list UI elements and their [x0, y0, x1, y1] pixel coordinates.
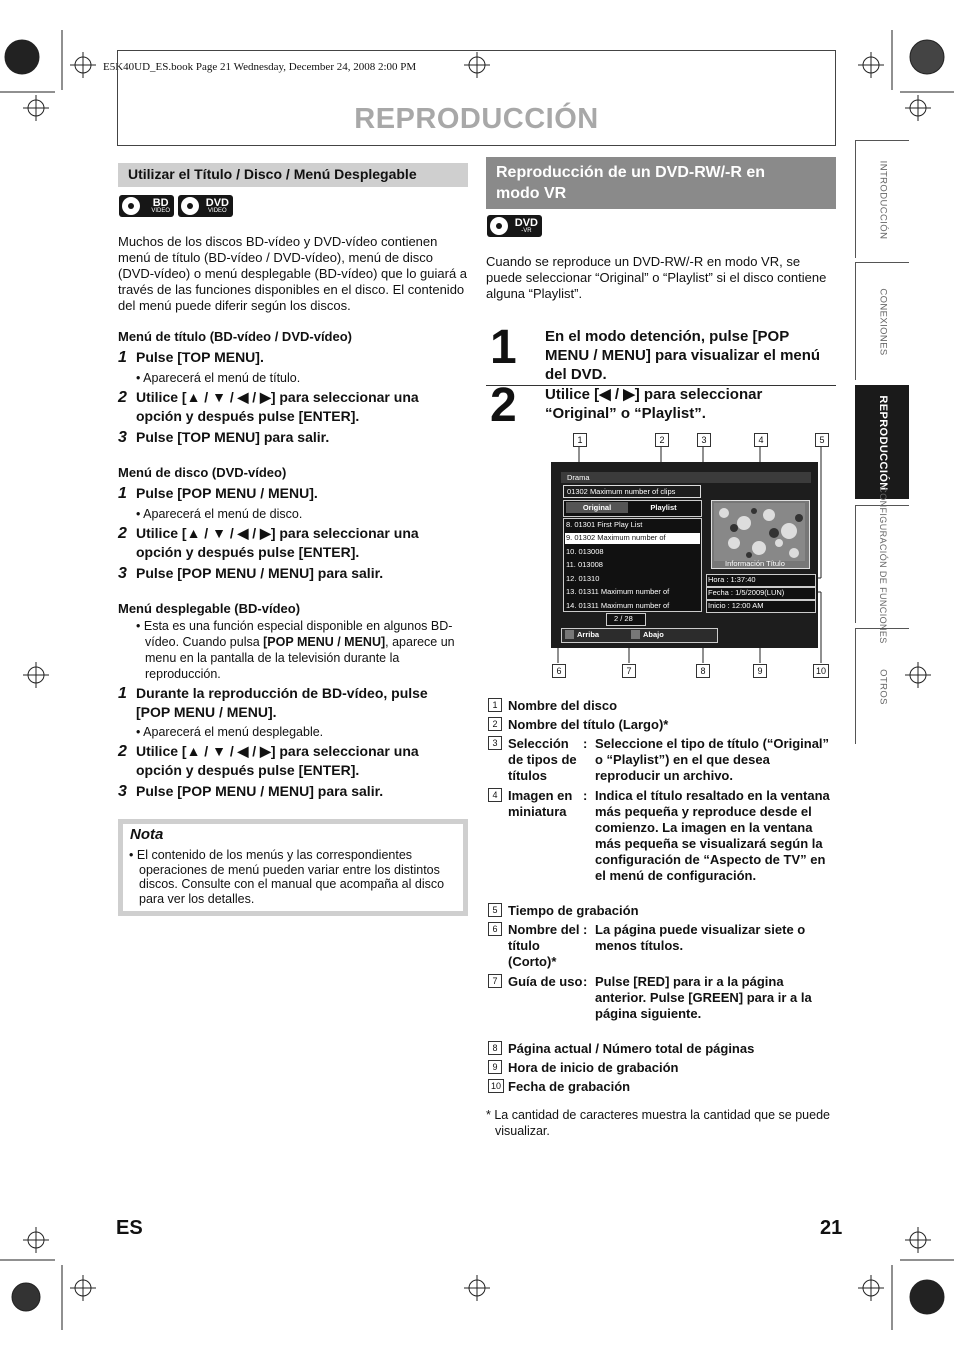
callout-4: 4	[754, 433, 768, 447]
page-number: 21	[820, 1217, 843, 1239]
callout-3: 3	[697, 433, 711, 447]
colon: :	[583, 922, 588, 937]
step-1-text: En el modo detención, pulse [POP MENU / MENU] para visualizar el menú del DVD.	[545, 328, 821, 383]
legend-desc: Pulse [RED] para ir a la página anterior. Pulse [GREEN] para ir a la página siguiente.	[595, 974, 812, 1021]
callout-1: 1	[573, 433, 587, 447]
left-section-heading: Utilizar el Título / Disco / Menú Desplegable	[118, 163, 468, 187]
legend-label: Guía de uso	[508, 974, 583, 989]
step-2: 2 Utilice [▲ / ▼ / ◀ / ▶] para seleccionar una opción y después pulse [ENTER].	[118, 525, 419, 560]
step-2: 2 Utilice [▲ / ▼ / ◀ / ▶] para seleccionar una opción y después pulse [ENTER].	[118, 389, 419, 424]
list-item[interactable]: 8. 01301 First Play List	[566, 520, 643, 529]
legend-label: Fecha de grabación	[508, 1079, 631, 1094]
thumbnail-label: Información Título	[725, 559, 785, 568]
colon: :	[583, 974, 588, 989]
bd-video-badge: BD VIDEO	[119, 195, 174, 217]
right-intro: Cuando se reproduce un DVD-RW/-R en modo VR, se puede seleccionar “Original” o “Playlist” si el disco contiene alguna “Playlist”.	[486, 254, 827, 301]
callout-10: 10	[813, 664, 829, 678]
step-1: 1 Pulse [POP MENU / MENU].	[118, 485, 318, 502]
legend-num: 6	[488, 922, 502, 936]
big-step-2: 2	[490, 379, 517, 432]
green-button-icon	[631, 630, 640, 639]
start-info: Inicio : 12:00 AM	[708, 601, 764, 610]
tab-introduccion[interactable]: INTRODUCCIÓN	[855, 140, 909, 258]
legend-label: Nombre del título (Largo)*	[508, 717, 669, 732]
time-info: Hora : 1:37:40	[708, 575, 756, 584]
step-3: 3 Pulse [POP MENU / MENU] para salir.	[118, 565, 384, 582]
list-item[interactable]: 14. 01311 Maximum number of	[566, 601, 670, 610]
page-indicator: 2 / 28	[614, 614, 633, 623]
book-info-line: E5K40UD_ES.book Page 21 Wednesday, December 24, 2008 2:00 PM	[103, 61, 417, 73]
list-item[interactable]: 12. 01310	[566, 574, 600, 583]
guide-up: Arriba	[577, 630, 600, 639]
step-3: 3 Pulse [POP MENU / MENU] para salir.	[118, 783, 384, 800]
legend-num: 3	[488, 736, 502, 750]
legend-desc: Indica el título resaltado en la ventana más pequeña y reproduce desde el comienzo. La imagen en la ventana más pequeña se visualizará según la configuración de “Aspecto de TV” en el menú de configuración.	[595, 788, 830, 883]
legend-num: 2	[488, 717, 502, 731]
legend-label: Selección de tipos de títulos	[508, 736, 577, 783]
legend-num: 8	[488, 1041, 502, 1055]
list-item[interactable]: 11. 013008	[566, 560, 603, 569]
dvd-video-badge: DVD VIDEO	[178, 195, 233, 217]
right-section-heading: Reproducción de un DVD-RW/-R en modo VR	[486, 157, 836, 209]
note-title: Nota	[130, 826, 164, 843]
date-info: Fecha : 1/5/2009(LUN)	[708, 588, 785, 597]
step-3: 3 Pulse [TOP MENU] para salir.	[118, 429, 330, 446]
colon: :	[583, 788, 588, 803]
disc-name: Drama	[567, 473, 590, 482]
list-item[interactable]: 10. 013008	[566, 547, 604, 556]
left-intro: Muchos de los discos BD-vídeo y DVD-vídeo contienen menú de título (BD-vídeo / DVD-vídeo), menú de disco (DVD-vídeo) o menú desplegable (BD-vídeo) que lo guiará a través de las funciones disponibles en el disco. El contenido del menú puede diferir según los discos.	[118, 234, 468, 313]
language-label: ES	[116, 1217, 143, 1239]
callout-2: 2	[655, 433, 669, 447]
list-item-selected[interactable]: 9. 01302 Maximum number of	[565, 533, 700, 544]
legend-num: 10	[488, 1079, 504, 1093]
step-2-text: Utilice [◀ / ▶] para seleccionar “Original” o “Playlist”.	[545, 386, 763, 422]
colon: :	[583, 736, 588, 751]
note-box	[118, 819, 468, 916]
callout-6: 6	[552, 664, 566, 678]
bullet: • Aparecerá el menú desplegable.	[136, 725, 324, 739]
note-text: • El contenido de los menús y las correspondientes operaciones de menú pueden variar entre los distintos discos. Consulte con el manual que acompaña al disco para ver los detalles.	[129, 848, 445, 906]
tab-reproduccion[interactable]: REPRODUCCIÓN	[855, 385, 909, 499]
tab-playlist[interactable]: Playlist	[631, 502, 696, 513]
long-title: 01302 Maximum number of clips	[567, 487, 676, 496]
step-1: 1 Pulse [TOP MENU].	[118, 349, 264, 366]
section-title-popup-menu: Menú desplegable (BD-vídeo)	[118, 601, 301, 616]
step-1: 1 Durante la reproducción de BD-vídeo, pulse [POP MENU / MENU].	[118, 685, 428, 720]
bullet: • Esta es una función especial disponible en algunos BD-vídeo. Cuando pulsa [POP MENU / MENU], aparece un menu en la pantalla de la televisión durante la reproducción.	[136, 619, 455, 681]
legend-label: Nombre del título (Corto)*	[508, 922, 580, 969]
legend-label: Tiempo de grabación	[508, 903, 639, 918]
step-2: 2 Utilice [▲ / ▼ / ◀ / ▶] para seleccionar una opción y después pulse [ENTER].	[118, 743, 419, 778]
page-title: REPRODUCCIÓN	[354, 103, 599, 135]
legend-num: 9	[488, 1060, 502, 1074]
legend-num: 4	[488, 788, 502, 802]
legend-label: Imagen en miniatura	[508, 788, 573, 819]
callout-9: 9	[753, 664, 767, 678]
callout-5: 5	[815, 433, 829, 447]
tab-conexiones[interactable]: CONEXIONES	[855, 262, 909, 380]
footnote: * La cantidad de caracteres muestra la cantidad que se puede visualizar.	[486, 1108, 830, 1138]
tab-configuracion[interactable]: CONFIGURACIÓN DE FUNCIONES	[855, 505, 909, 623]
legend-label: Página actual / Número total de páginas	[508, 1041, 755, 1056]
callout-8: 8	[696, 664, 710, 678]
guide-down: Abajo	[643, 630, 664, 639]
section-title-disc-menu: Menú de disco (DVD-vídeo)	[118, 465, 287, 480]
tab-otros[interactable]: OTROS	[855, 628, 909, 744]
legend-label: Hora de inicio de grabación	[508, 1060, 679, 1075]
legend-desc: Seleccione el tipo de título (“Original” o “Playlist”) en el que desea reproducir un archivo.	[595, 736, 830, 783]
red-button-icon	[565, 630, 574, 639]
callout-7: 7	[622, 664, 636, 678]
legend-desc: La página puede visualizar siete o menos títulos.	[595, 922, 806, 953]
big-step-1: 1	[490, 321, 517, 374]
list-item[interactable]: 13. 01311 Maximum number of	[566, 587, 670, 596]
tab-original[interactable]: Original	[566, 502, 628, 513]
legend-num: 1	[488, 698, 502, 712]
dvd-vr-badge: DVD -VR	[487, 215, 542, 237]
legend-label: Nombre del disco	[508, 698, 618, 713]
bullet: • Aparecerá el menú de disco.	[136, 507, 303, 521]
section-title-menu: Menú de título (BD-vídeo / DVD-vídeo)	[118, 329, 352, 344]
legend-num: 7	[488, 974, 502, 988]
dvd-menu-screen	[551, 462, 818, 648]
legend-num: 5	[488, 903, 502, 917]
bullet: • Aparecerá el menú de título.	[136, 371, 301, 385]
thumbnail-image	[714, 503, 805, 561]
